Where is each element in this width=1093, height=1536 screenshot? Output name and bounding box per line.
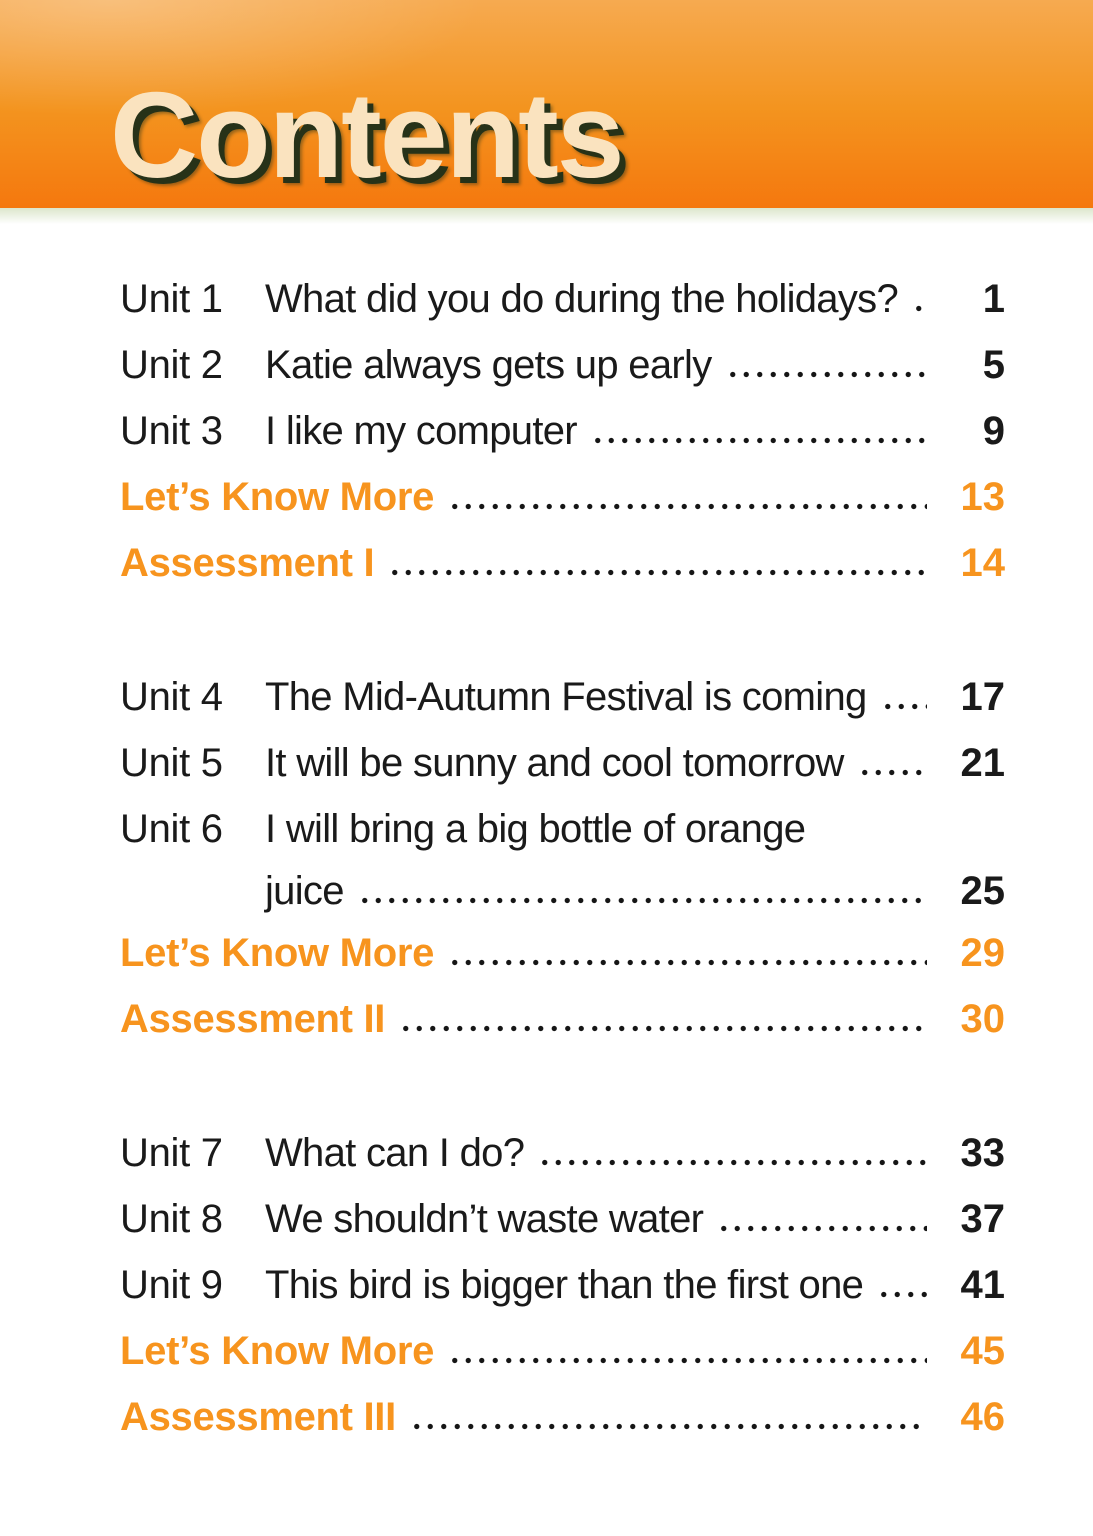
toc-row: [120, 730, 1005, 796]
unit-label: Unit 5: [120, 741, 223, 785]
unit-title: We shouldn’t waste water: [265, 1197, 704, 1241]
toc-row: [120, 1186, 1005, 1252]
dot-leader: [875, 1291, 927, 1298]
dot-leader: [724, 371, 928, 378]
dot-leader: [397, 1025, 927, 1032]
page-number: 21: [960, 741, 1005, 785]
toc-row: [120, 1252, 1005, 1318]
unit-title: I will bring a big bottle of orange: [265, 807, 806, 851]
page-number: 37: [960, 1197, 1005, 1241]
dot-leader: [386, 569, 927, 576]
toc-row: [120, 796, 1005, 862]
unit-title: What did you do during the holidays?: [265, 277, 899, 321]
dot-leader: [446, 959, 927, 966]
page-number: 45: [960, 1329, 1005, 1373]
dot-leader: [446, 503, 927, 510]
toc-row: [120, 398, 1005, 464]
dot-leader: [589, 437, 927, 444]
section-label: Assessment III: [120, 1395, 396, 1439]
toc-row: [120, 332, 1005, 398]
page-number: 14: [960, 541, 1005, 585]
unit-label: Unit 2: [120, 343, 223, 387]
page-number: 30: [960, 997, 1005, 1041]
toc-row: [120, 664, 1005, 730]
toc-row: [120, 862, 1005, 920]
unit-label: Unit 8: [120, 1197, 223, 1241]
dot-leader: [910, 305, 927, 312]
toc-block-1: [120, 266, 1005, 596]
page-number: 9: [982, 409, 1005, 453]
unit-title: What can I do?: [265, 1131, 525, 1175]
dot-leader: [879, 703, 927, 710]
page-number: 5: [982, 343, 1005, 387]
toc-row: [120, 920, 1005, 986]
page-number: 25: [960, 869, 1005, 913]
section-label: Let’s Know More: [120, 1329, 435, 1373]
page-number: 29: [960, 931, 1005, 975]
dot-leader: [356, 897, 927, 904]
section-label: Let’s Know More: [120, 475, 435, 519]
unit-title: Katie always gets up early: [265, 343, 712, 387]
toc-row: [120, 1384, 1005, 1450]
toc-row: [120, 1120, 1005, 1186]
unit-title: The Mid-Autumn Festival is coming: [265, 675, 867, 719]
toc-row: [120, 530, 1005, 596]
dot-leader: [536, 1159, 927, 1166]
toc-row: [120, 986, 1005, 1052]
unit-label: Unit 6: [120, 807, 223, 851]
section-label: Let’s Know More: [120, 931, 435, 975]
dot-leader: [856, 769, 927, 776]
unit-title: I like my computer: [265, 409, 577, 453]
unit-label: Unit 1: [120, 277, 223, 321]
page-number: 13: [960, 475, 1005, 519]
unit-label: Unit 4: [120, 675, 223, 719]
page-number: 41: [960, 1263, 1005, 1307]
page-number: 46: [960, 1395, 1005, 1439]
contents-banner: [0, 0, 1093, 208]
dot-leader: [715, 1225, 927, 1232]
toc-block-3: [120, 1120, 1005, 1450]
unit-label: Unit 9: [120, 1263, 223, 1307]
toc-row: [120, 266, 1005, 332]
table-of-contents: [120, 266, 1005, 1450]
unit-label: Unit 7: [120, 1131, 223, 1175]
page-title: Contents: [110, 67, 623, 203]
unit-title: It will be sunny and cool tomorrow: [265, 741, 844, 785]
unit-title-continued: juice: [265, 869, 344, 913]
section-label: Assessment I: [120, 541, 375, 585]
toc-row: [120, 464, 1005, 530]
unit-title: This bird is bigger than the first one: [265, 1263, 864, 1307]
toc-row: [120, 1318, 1005, 1384]
section-label: Assessment II: [120, 997, 386, 1041]
dot-leader: [446, 1357, 927, 1364]
page-number: 33: [960, 1131, 1005, 1175]
dot-leader: [408, 1423, 927, 1430]
page-number: 1: [982, 277, 1005, 321]
page-number: 17: [960, 675, 1005, 719]
toc-block-2: [120, 664, 1005, 1052]
unit-label: Unit 3: [120, 409, 223, 453]
